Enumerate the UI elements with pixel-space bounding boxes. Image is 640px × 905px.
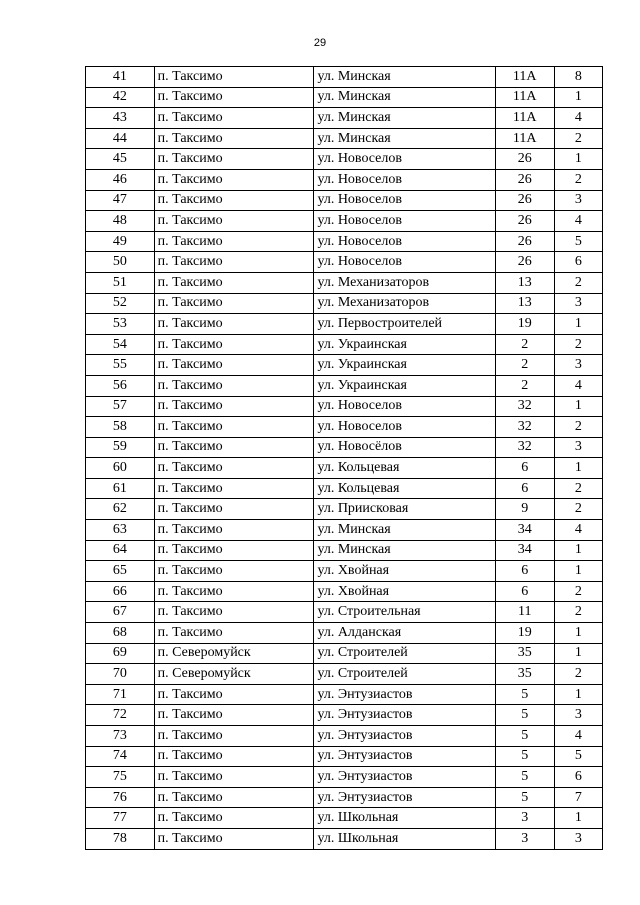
table-row: [86, 108, 603, 129]
settlement-cell: п. Таксимо: [154, 520, 314, 541]
row-number-cell: 52: [86, 293, 155, 314]
settlement-cell: п. Таксимо: [154, 231, 314, 252]
row-number-cell: 59: [86, 437, 155, 458]
street-cell: ул. Школьная: [314, 808, 495, 829]
table-row: [86, 149, 603, 170]
street-cell: ул. Украинская: [314, 334, 495, 355]
settlement-cell: п. Таксимо: [154, 746, 314, 767]
street-cell: ул. Кольцевая: [314, 458, 495, 479]
row-number-cell: 54: [86, 334, 155, 355]
apartment-number-cell: 6: [554, 767, 602, 788]
settlement-cell: п. Таксимо: [154, 787, 314, 808]
row-number-cell: 78: [86, 828, 155, 849]
row-number-cell: 49: [86, 231, 155, 252]
settlement-cell: п. Таксимо: [154, 808, 314, 829]
street-cell: ул. Минская: [314, 87, 495, 108]
street-cell: ул. Энтузиастов: [314, 684, 495, 705]
apartment-number-cell: 7: [554, 787, 602, 808]
row-number-cell: 43: [86, 108, 155, 129]
apartment-number-cell: 2: [554, 334, 602, 355]
settlement-cell: п. Таксимо: [154, 67, 314, 88]
settlement-cell: п. Таксимо: [154, 252, 314, 273]
settlement-cell: п. Таксимо: [154, 293, 314, 314]
street-cell: ул. Новоселов: [314, 252, 495, 273]
row-number-cell: 61: [86, 478, 155, 499]
house-number-cell: 5: [495, 684, 554, 705]
street-cell: ул. Новоселов: [314, 396, 495, 417]
house-number-cell: 11А: [495, 108, 554, 129]
table-row: [86, 252, 603, 273]
house-number-cell: 5: [495, 746, 554, 767]
street-cell: ул. Энтузиастов: [314, 726, 495, 747]
house-number-cell: 2: [495, 334, 554, 355]
house-number-cell: 19: [495, 314, 554, 335]
house-number-cell: 6: [495, 561, 554, 582]
street-cell: ул. Строителей: [314, 664, 495, 685]
table-row: [86, 520, 603, 541]
settlement-cell: п. Таксимо: [154, 705, 314, 726]
row-number-cell: 69: [86, 643, 155, 664]
house-number-cell: 2: [495, 355, 554, 376]
table-row: [86, 623, 603, 644]
house-number-cell: 26: [495, 169, 554, 190]
apartment-number-cell: 2: [554, 128, 602, 149]
row-number-cell: 50: [86, 252, 155, 273]
table-row: [86, 828, 603, 849]
row-number-cell: 74: [86, 746, 155, 767]
street-cell: ул. Минская: [314, 67, 495, 88]
apartment-number-cell: 3: [554, 190, 602, 211]
street-cell: ул. Новоселов: [314, 190, 495, 211]
settlement-cell: п. Северомуйск: [154, 664, 314, 685]
apartment-number-cell: 5: [554, 231, 602, 252]
row-number-cell: 51: [86, 272, 155, 293]
table-row: [86, 293, 603, 314]
apartment-number-cell: 2: [554, 417, 602, 438]
row-number-cell: 48: [86, 211, 155, 232]
apartment-number-cell: 2: [554, 602, 602, 623]
settlement-cell: п. Таксимо: [154, 478, 314, 499]
street-cell: ул. Хвойная: [314, 561, 495, 582]
row-number-cell: 72: [86, 705, 155, 726]
address-table-body: [86, 67, 603, 850]
house-number-cell: 32: [495, 437, 554, 458]
house-number-cell: 32: [495, 396, 554, 417]
house-number-cell: 32: [495, 417, 554, 438]
house-number-cell: 6: [495, 458, 554, 479]
house-number-cell: 34: [495, 540, 554, 561]
street-cell: ул. Первостроителей: [314, 314, 495, 335]
row-number-cell: 46: [86, 169, 155, 190]
street-cell: ул. Минская: [314, 540, 495, 561]
street-cell: ул. Украинская: [314, 355, 495, 376]
row-number-cell: 56: [86, 375, 155, 396]
apartment-number-cell: 2: [554, 664, 602, 685]
settlement-cell: п. Таксимо: [154, 190, 314, 211]
address-table: [85, 66, 603, 850]
table-row: [86, 128, 603, 149]
row-number-cell: 42: [86, 87, 155, 108]
row-number-cell: 57: [86, 396, 155, 417]
table-row: [86, 458, 603, 479]
street-cell: ул. Минская: [314, 108, 495, 129]
row-number-cell: 45: [86, 149, 155, 170]
apartment-number-cell: 1: [554, 540, 602, 561]
house-number-cell: 11А: [495, 67, 554, 88]
apartment-number-cell: 3: [554, 355, 602, 376]
table-row: [86, 767, 603, 788]
apartment-number-cell: 3: [554, 293, 602, 314]
settlement-cell: п. Таксимо: [154, 211, 314, 232]
row-number-cell: 68: [86, 623, 155, 644]
street-cell: ул. Энтузиастов: [314, 787, 495, 808]
apartment-number-cell: 2: [554, 478, 602, 499]
apartment-number-cell: 3: [554, 705, 602, 726]
table-row: [86, 726, 603, 747]
house-number-cell: 26: [495, 252, 554, 273]
row-number-cell: 73: [86, 726, 155, 747]
table-row: [86, 787, 603, 808]
row-number-cell: 77: [86, 808, 155, 829]
settlement-cell: п. Таксимо: [154, 684, 314, 705]
house-number-cell: 2: [495, 375, 554, 396]
house-number-cell: 6: [495, 581, 554, 602]
settlement-cell: п. Таксимо: [154, 334, 314, 355]
table-row: [86, 417, 603, 438]
apartment-number-cell: 1: [554, 458, 602, 479]
settlement-cell: п. Таксимо: [154, 828, 314, 849]
settlement-cell: п. Таксимо: [154, 602, 314, 623]
street-cell: ул. Украинская: [314, 375, 495, 396]
settlement-cell: п. Таксимо: [154, 417, 314, 438]
row-number-cell: 64: [86, 540, 155, 561]
table-row: [86, 272, 603, 293]
row-number-cell: 53: [86, 314, 155, 335]
row-number-cell: 47: [86, 190, 155, 211]
table-row: [86, 87, 603, 108]
row-number-cell: 67: [86, 602, 155, 623]
street-cell: ул. Новоселов: [314, 149, 495, 170]
settlement-cell: п. Таксимо: [154, 499, 314, 520]
apartment-number-cell: 1: [554, 808, 602, 829]
apartment-number-cell: 2: [554, 272, 602, 293]
row-number-cell: 63: [86, 520, 155, 541]
settlement-cell: п. Таксимо: [154, 149, 314, 170]
apartment-number-cell: 4: [554, 520, 602, 541]
row-number-cell: 55: [86, 355, 155, 376]
settlement-cell: п. Таксимо: [154, 169, 314, 190]
street-cell: ул. Школьная: [314, 828, 495, 849]
table-row: [86, 540, 603, 561]
house-number-cell: 5: [495, 726, 554, 747]
settlement-cell: п. Таксимо: [154, 375, 314, 396]
street-cell: ул. Приисковая: [314, 499, 495, 520]
house-number-cell: 5: [495, 787, 554, 808]
settlement-cell: п. Таксимо: [154, 767, 314, 788]
table-row: [86, 643, 603, 664]
settlement-cell: п. Таксимо: [154, 437, 314, 458]
apartment-number-cell: 4: [554, 375, 602, 396]
settlement-cell: п. Таксимо: [154, 623, 314, 644]
table-row: [86, 190, 603, 211]
street-cell: ул. Кольцевая: [314, 478, 495, 499]
apartment-number-cell: 2: [554, 499, 602, 520]
house-number-cell: 13: [495, 293, 554, 314]
settlement-cell: п. Таксимо: [154, 561, 314, 582]
table-row: [86, 478, 603, 499]
settlement-cell: п. Таксимо: [154, 581, 314, 602]
apartment-number-cell: 5: [554, 746, 602, 767]
apartment-number-cell: 1: [554, 149, 602, 170]
house-number-cell: 34: [495, 520, 554, 541]
table-row: [86, 602, 603, 623]
settlement-cell: п. Таксимо: [154, 540, 314, 561]
table-row: [86, 581, 603, 602]
street-cell: ул. Механизаторов: [314, 272, 495, 293]
street-cell: ул. Энтузиастов: [314, 705, 495, 726]
apartment-number-cell: 1: [554, 561, 602, 582]
apartment-number-cell: 4: [554, 108, 602, 129]
row-number-cell: 60: [86, 458, 155, 479]
table-row: [86, 437, 603, 458]
street-cell: ул. Новоселов: [314, 231, 495, 252]
row-number-cell: 44: [86, 128, 155, 149]
house-number-cell: 11А: [495, 128, 554, 149]
settlement-cell: п. Таксимо: [154, 355, 314, 376]
table-row: [86, 705, 603, 726]
apartment-number-cell: 4: [554, 726, 602, 747]
table-row: [86, 499, 603, 520]
house-number-cell: 19: [495, 623, 554, 644]
street-cell: ул. Новоселов: [314, 169, 495, 190]
house-number-cell: 5: [495, 705, 554, 726]
row-number-cell: 70: [86, 664, 155, 685]
table-row: [86, 314, 603, 335]
house-number-cell: 26: [495, 190, 554, 211]
settlement-cell: п. Таксимо: [154, 108, 314, 129]
house-number-cell: 9: [495, 499, 554, 520]
street-cell: ул. Минская: [314, 128, 495, 149]
row-number-cell: 75: [86, 767, 155, 788]
house-number-cell: 11А: [495, 87, 554, 108]
house-number-cell: 11: [495, 602, 554, 623]
street-cell: ул. Строителей: [314, 643, 495, 664]
house-number-cell: 5: [495, 767, 554, 788]
apartment-number-cell: 1: [554, 623, 602, 644]
street-cell: ул. Минская: [314, 520, 495, 541]
settlement-cell: п. Таксимо: [154, 87, 314, 108]
table-row: [86, 231, 603, 252]
house-number-cell: 6: [495, 478, 554, 499]
house-number-cell: 13: [495, 272, 554, 293]
house-number-cell: 3: [495, 828, 554, 849]
apartment-number-cell: 1: [554, 87, 602, 108]
table-row: [86, 169, 603, 190]
street-cell: ул. Новоселов: [314, 417, 495, 438]
table-row: [86, 355, 603, 376]
settlement-cell: п. Северомуйск: [154, 643, 314, 664]
street-cell: ул. Энтузиастов: [314, 746, 495, 767]
table-row: [86, 375, 603, 396]
apartment-number-cell: 1: [554, 314, 602, 335]
row-number-cell: 71: [86, 684, 155, 705]
table-row: [86, 334, 603, 355]
apartment-number-cell: 4: [554, 211, 602, 232]
apartment-number-cell: 3: [554, 828, 602, 849]
row-number-cell: 41: [86, 67, 155, 88]
settlement-cell: п. Таксимо: [154, 726, 314, 747]
settlement-cell: п. Таксимо: [154, 128, 314, 149]
apartment-number-cell: 8: [554, 67, 602, 88]
settlement-cell: п. Таксимо: [154, 458, 314, 479]
street-cell: ул. Алданская: [314, 623, 495, 644]
row-number-cell: 58: [86, 417, 155, 438]
apartment-number-cell: 6: [554, 252, 602, 273]
settlement-cell: п. Таксимо: [154, 396, 314, 417]
row-number-cell: 66: [86, 581, 155, 602]
street-cell: ул. Хвойная: [314, 581, 495, 602]
house-number-cell: 26: [495, 211, 554, 232]
table-row: [86, 561, 603, 582]
table-row: [86, 808, 603, 829]
table-row: [86, 664, 603, 685]
street-cell: ул. Новосёлов: [314, 437, 495, 458]
house-number-cell: 3: [495, 808, 554, 829]
table-row: [86, 67, 603, 88]
apartment-number-cell: 1: [554, 684, 602, 705]
apartment-number-cell: 3: [554, 437, 602, 458]
house-number-cell: 26: [495, 231, 554, 252]
street-cell: ул. Строительная: [314, 602, 495, 623]
row-number-cell: 65: [86, 561, 155, 582]
house-number-cell: 35: [495, 643, 554, 664]
house-number-cell: 26: [495, 149, 554, 170]
apartment-number-cell: 1: [554, 396, 602, 417]
apartment-number-cell: 1: [554, 643, 602, 664]
apartment-number-cell: 2: [554, 169, 602, 190]
table-row: [86, 211, 603, 232]
table-row: [86, 396, 603, 417]
row-number-cell: 76: [86, 787, 155, 808]
page-number: 29: [313, 37, 327, 49]
table-row: [86, 684, 603, 705]
settlement-cell: п. Таксимо: [154, 272, 314, 293]
row-number-cell: 62: [86, 499, 155, 520]
street-cell: ул. Новоселов: [314, 211, 495, 232]
street-cell: ул. Энтузиастов: [314, 767, 495, 788]
street-cell: ул. Механизаторов: [314, 293, 495, 314]
table-row: [86, 746, 603, 767]
apartment-number-cell: 2: [554, 581, 602, 602]
house-number-cell: 35: [495, 664, 554, 685]
settlement-cell: п. Таксимо: [154, 314, 314, 335]
